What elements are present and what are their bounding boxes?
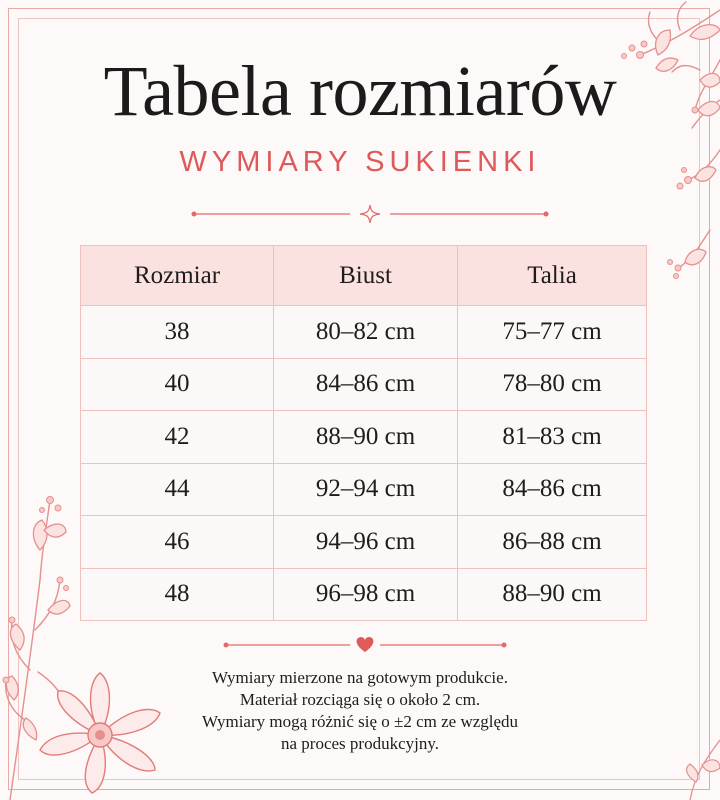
- note-line: Wymiary mierzone na gotowym produkcie.: [212, 668, 508, 687]
- cell-size: 44: [81, 463, 274, 516]
- table-row: [81, 411, 647, 464]
- column-header-size: Rozmiar: [81, 246, 274, 306]
- note-line: Wymiary mogą różnić się o ±2 cm ze względu: [201, 712, 519, 731]
- cell-bust: 84–86 cm: [274, 358, 458, 411]
- sparkle-divider: [190, 205, 550, 223]
- cell-waist: 86–88 cm: [458, 516, 647, 569]
- page-title: Tabela rozmiarów: [103, 51, 617, 131]
- cell-bust: 88–90 cm: [274, 411, 458, 464]
- note-line: na proces produkcyjny.: [281, 734, 439, 753]
- cell-bust: 96–98 cm: [274, 568, 458, 621]
- table-row: [81, 306, 647, 359]
- column-header-waist: Talia: [458, 246, 647, 306]
- table-row: [81, 358, 647, 411]
- cell-waist: 81–83 cm: [458, 411, 647, 464]
- cell-waist: 75–77 cm: [458, 306, 647, 359]
- note-line: Materiał rozciąga się o około 2 cm.: [239, 690, 481, 709]
- table-header-row: [81, 246, 647, 306]
- size-table: [80, 245, 647, 621]
- heart-divider: [222, 636, 508, 654]
- page-subtitle: WYMIARY SUKIENKI: [179, 146, 541, 178]
- cell-bust: 94–96 cm: [274, 516, 458, 569]
- cell-size: 46: [81, 516, 274, 569]
- cell-waist: 84–86 cm: [458, 463, 647, 516]
- heart-icon: [357, 637, 374, 652]
- cell-bust: 80–82 cm: [274, 306, 458, 359]
- cell-size: 38: [81, 306, 274, 359]
- cell-size: 40: [81, 358, 274, 411]
- table-row: [81, 463, 647, 516]
- table-row: [81, 568, 647, 621]
- cell-size: 48: [81, 568, 274, 621]
- table-row: [81, 516, 647, 569]
- cell-size: 42: [81, 411, 274, 464]
- column-header-bust: Biust: [274, 246, 458, 306]
- cell-waist: 78–80 cm: [458, 358, 647, 411]
- cell-bust: 92–94 cm: [274, 463, 458, 516]
- sparkle-icon: [360, 205, 380, 223]
- notes: [0, 667, 720, 755]
- cell-waist: 88–90 cm: [458, 568, 647, 621]
